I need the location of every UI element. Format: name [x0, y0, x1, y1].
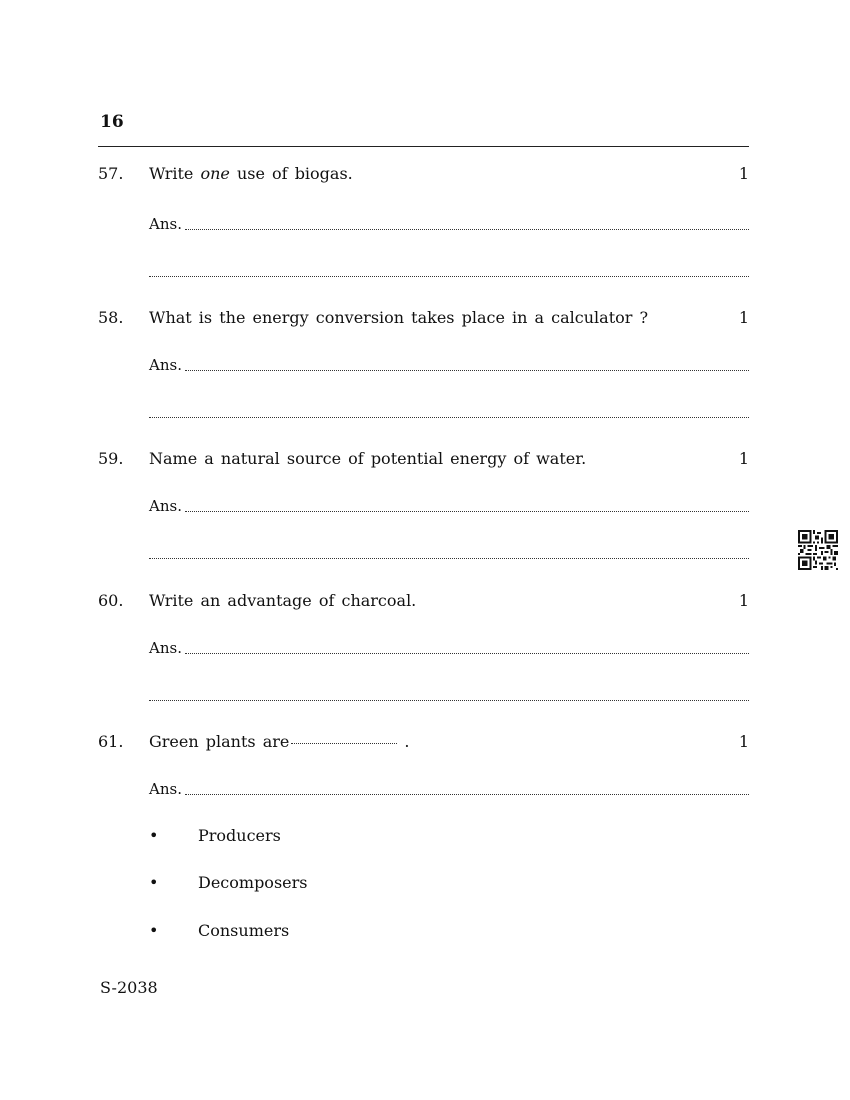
fill-in-blank[interactable]: [291, 743, 397, 744]
question-57: [98, 163, 749, 233]
header-divider: [98, 146, 749, 147]
option-label: Producers: [198, 826, 281, 845]
question-marks: 1: [738, 591, 749, 610]
question-line: [98, 731, 749, 753]
question-58: [98, 307, 749, 374]
question-text: Green plants are .: [149, 732, 410, 751]
paper-code: S-2038: [100, 978, 158, 997]
answer-line-continued[interactable]: [149, 684, 749, 706]
question-marks: 1: [738, 164, 749, 183]
answer-line[interactable]: [149, 495, 749, 517]
question-text: Write an advantage of charcoal.: [149, 591, 417, 610]
question-marks: 1: [738, 308, 749, 327]
question-60: [98, 590, 749, 657]
question-61: [98, 731, 749, 940]
bullet-icon: •: [149, 873, 159, 892]
question-number: 61.: [98, 732, 124, 751]
answer-dots: [185, 370, 749, 371]
answer-label: Ans.: [149, 356, 182, 374]
answer-line-continued[interactable]: [149, 401, 749, 423]
question-59: [98, 448, 749, 515]
answer-line-continued[interactable]: [149, 260, 749, 282]
qr-code-icon: [798, 530, 838, 570]
answer-line-continued[interactable]: [149, 542, 749, 564]
answer-line[interactable]: [149, 213, 749, 235]
question-marks: 1: [738, 732, 749, 751]
option-label: Consumers: [198, 921, 290, 940]
question-text: Name a natural source of potential energy of water.: [149, 449, 587, 468]
answer-label: Ans.: [149, 215, 182, 233]
answer-dots: [185, 794, 749, 795]
question-line: [98, 163, 749, 185]
question-line: [98, 448, 749, 470]
question-text: What is the energy conversion takes place in a calculator ?: [149, 308, 649, 327]
question-number: 57.: [98, 164, 124, 183]
answer-line[interactable]: [149, 354, 749, 376]
answer-label: Ans.: [149, 497, 182, 515]
answer-dots: [185, 653, 749, 654]
bullet-icon: •: [149, 826, 159, 845]
question-number: 59.: [98, 449, 124, 468]
question-number: 60.: [98, 591, 124, 610]
option-label: Decomposers: [198, 873, 308, 892]
answer-dots: [185, 229, 749, 230]
emphasis-word: one: [200, 164, 230, 183]
question-line: [98, 590, 749, 612]
answer-dots: [185, 511, 749, 512]
answer-dots: [149, 558, 749, 559]
answer-dots: [149, 276, 749, 277]
answer-dots: [149, 700, 749, 701]
page-number: 16: [100, 112, 124, 132]
answer-label: Ans.: [149, 639, 182, 657]
bullet-icon: •: [149, 921, 159, 940]
question-number: 58.: [98, 308, 124, 327]
answer-dots: [149, 417, 749, 418]
question-line: [98, 307, 749, 329]
question-marks: 1: [738, 449, 749, 468]
question-text: Write one use of biogas.: [149, 164, 353, 183]
answer-line[interactable]: [149, 778, 749, 800]
answer-label: Ans.: [149, 780, 182, 798]
answer-line[interactable]: [149, 637, 749, 659]
